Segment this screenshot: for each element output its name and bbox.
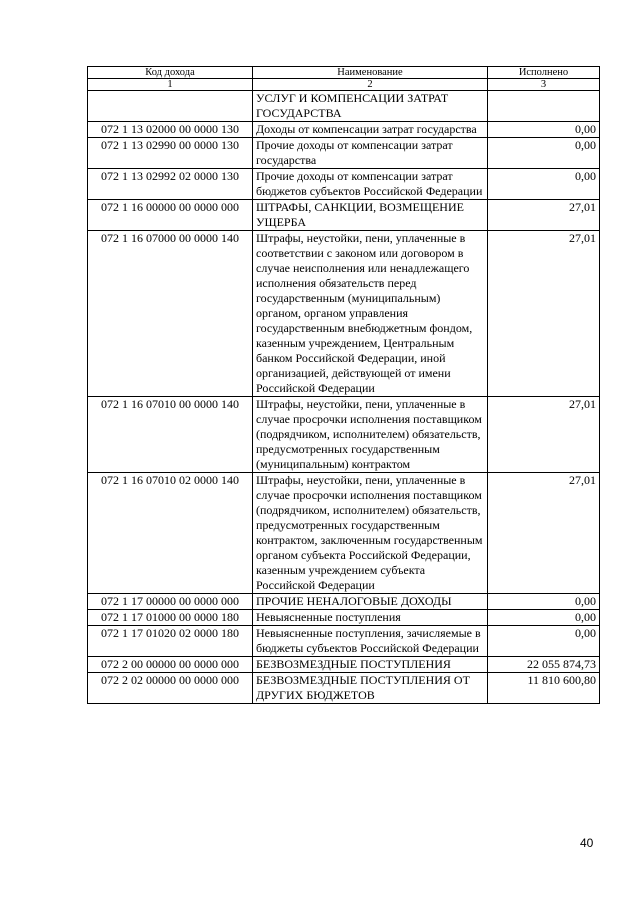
revenue-table bbox=[87, 66, 600, 704]
header-executed: Исполнено bbox=[488, 67, 600, 79]
header-number-2: 2 bbox=[253, 79, 488, 91]
row-name: Штрафы, неустойки, пени, уплаченные в случае просрочки исполнения поставщиком (подрядчиком, исполнителем) обязательств, предусмотренных государственным контрактом, заключенным государственным органом субъекта Российской Федерации, казенным учреждением субъекта Российской Федерации bbox=[253, 473, 488, 594]
row-code: 072 1 13 02992 02 0000 130 bbox=[88, 169, 253, 200]
row-code: 072 1 16 07000 00 0000 140 bbox=[88, 231, 253, 397]
row-executed: 27,01 bbox=[488, 200, 600, 231]
table-row bbox=[88, 473, 600, 594]
table-row bbox=[88, 231, 600, 397]
row-code: 072 1 17 00000 00 0000 000 bbox=[88, 594, 253, 610]
header-name: Наименование bbox=[253, 67, 488, 79]
row-code: 072 1 16 00000 00 0000 000 bbox=[88, 200, 253, 231]
row-executed: 0,00 bbox=[488, 626, 600, 657]
row-executed: 0,00 bbox=[488, 122, 600, 138]
row-code: 072 2 00 00000 00 0000 000 bbox=[88, 657, 253, 673]
row-code: 072 1 16 07010 02 0000 140 bbox=[88, 473, 253, 594]
row-executed: 0,00 bbox=[488, 594, 600, 610]
header-number-3: 3 bbox=[488, 79, 600, 91]
table-body bbox=[88, 91, 600, 704]
row-code: 072 1 13 02990 00 0000 130 bbox=[88, 138, 253, 169]
header-number-row bbox=[88, 79, 600, 91]
row-executed: 0,00 bbox=[488, 610, 600, 626]
row-code: 072 1 16 07010 00 0000 140 bbox=[88, 397, 253, 473]
row-executed: 22 055 874,73 bbox=[488, 657, 600, 673]
row-name: БЕЗВОЗМЕЗДНЫЕ ПОСТУПЛЕНИЯ ОТ ДРУГИХ БЮДЖЕТОВ bbox=[253, 673, 488, 704]
row-name: БЕЗВОЗМЕЗДНЫЕ ПОСТУПЛЕНИЯ bbox=[253, 657, 488, 673]
table-row bbox=[88, 397, 600, 473]
row-name: Прочие доходы от компенсации затрат государства bbox=[253, 138, 488, 169]
row-code: 072 1 17 01000 00 0000 180 bbox=[88, 610, 253, 626]
table-header bbox=[88, 67, 600, 91]
table-row bbox=[88, 673, 600, 704]
row-executed: 0,00 bbox=[488, 138, 600, 169]
row-executed bbox=[488, 91, 600, 122]
table-row bbox=[88, 91, 600, 122]
table-row bbox=[88, 594, 600, 610]
row-executed: 27,01 bbox=[488, 231, 600, 397]
table-row bbox=[88, 169, 600, 200]
row-code: 072 1 17 01020 02 0000 180 bbox=[88, 626, 253, 657]
row-code bbox=[88, 91, 253, 122]
header-row bbox=[88, 67, 600, 79]
row-name: УСЛУГ И КОМПЕНСАЦИИ ЗАТРАТ ГОСУДАРСТВА bbox=[253, 91, 488, 122]
header-code: Код дохода bbox=[88, 67, 253, 79]
table-row bbox=[88, 626, 600, 657]
row-code: 072 2 02 00000 00 0000 000 bbox=[88, 673, 253, 704]
row-name: Невыясненные поступления, зачисляемые в бюджеты субъектов Российской Федерации bbox=[253, 626, 488, 657]
row-name: Прочие доходы от компенсации затрат бюджетов субъектов Российской Федерации bbox=[253, 169, 488, 200]
row-name: Невыясненные поступления bbox=[253, 610, 488, 626]
row-code: 072 1 13 02000 00 0000 130 bbox=[88, 122, 253, 138]
table-row bbox=[88, 200, 600, 231]
row-executed: 27,01 bbox=[488, 397, 600, 473]
table-row bbox=[88, 138, 600, 169]
row-name: Штрафы, неустойки, пени, уплаченные в соответствии с законом или договором в случае неисполнения или ненадлежащего исполнения обязательств перед государственным (муниципальным) органом, органом управления государственным внебюджетным фондом, казенным учреждением, Центральным банком Российской Федерации, иной организацией, действующей от имени Российской Федерации bbox=[253, 231, 488, 397]
header-number-1: 1 bbox=[88, 79, 253, 91]
table-row bbox=[88, 122, 600, 138]
row-executed: 11 810 600,80 bbox=[488, 673, 600, 704]
row-name: ШТРАФЫ, САНКЦИИ, ВОЗМЕЩЕНИЕ УЩЕРБА bbox=[253, 200, 488, 231]
row-name: ПРОЧИЕ НЕНАЛОГОВЫЕ ДОХОДЫ bbox=[253, 594, 488, 610]
table-row bbox=[88, 657, 600, 673]
page-number: 40 bbox=[580, 836, 594, 850]
row-executed: 27,01 bbox=[488, 473, 600, 594]
row-name: Доходы от компенсации затрат государства bbox=[253, 122, 488, 138]
row-executed: 0,00 bbox=[488, 169, 600, 200]
table-row bbox=[88, 610, 600, 626]
row-name: Штрафы, неустойки, пени, уплаченные в случае просрочки исполнения поставщиком (подрядчиком, исполнителем) обязательств, предусмотренных государственным (муниципальным) контрактом bbox=[253, 397, 488, 473]
